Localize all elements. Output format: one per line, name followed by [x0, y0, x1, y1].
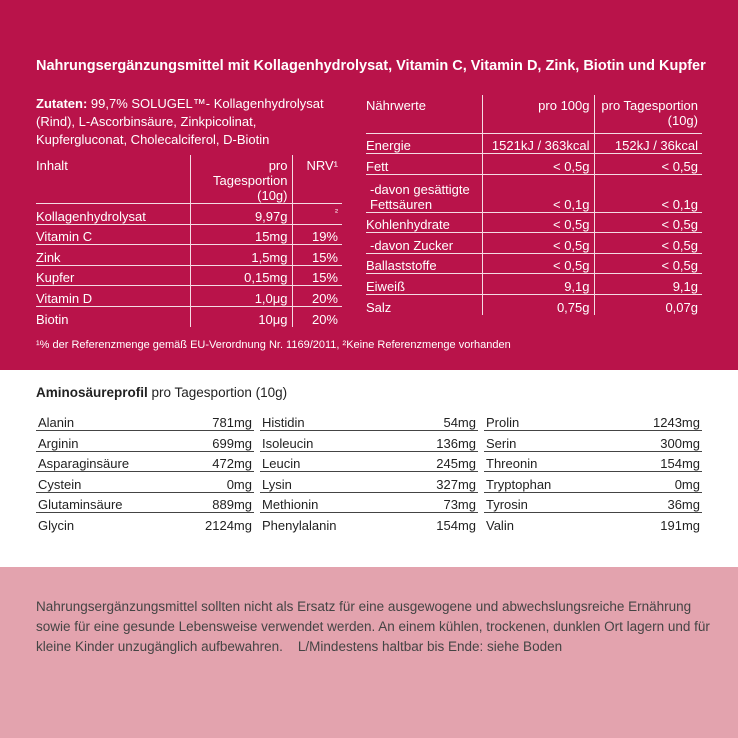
amino-value: 73mg	[400, 492, 478, 513]
table-row	[36, 286, 342, 307]
amino-title-bold: Aminosäureprofil	[36, 385, 148, 400]
table-row	[484, 431, 702, 452]
table-cell: < 0,5g	[594, 154, 702, 175]
table-cell: < 0,5g	[594, 253, 702, 274]
amino-name: Tryptophan	[484, 472, 610, 493]
amino-name: Glutaminsäure	[36, 492, 178, 513]
table-cell: 1,5mg	[190, 245, 292, 266]
table-row	[484, 472, 702, 493]
table-cell: < 0,1g	[482, 174, 594, 212]
table-cell: < 0,5g	[482, 154, 594, 175]
table-row	[260, 472, 478, 493]
table-cell: Kollagenhydrolysat	[36, 204, 190, 225]
ingredients-label: Zutaten:	[36, 96, 88, 111]
table-row	[366, 174, 702, 212]
table-cell: Kupfer	[36, 265, 190, 286]
amino-value: 0mg	[610, 472, 702, 493]
amino-value: 154mg	[436, 518, 476, 533]
table-row	[484, 492, 702, 513]
table-cell: 10μg	[190, 306, 292, 327]
table-row	[366, 212, 702, 233]
table-row	[260, 410, 478, 431]
ingredients-list: 99,7% SOLUGEL™- Kollagenhydrolysat (Rind), L-Ascorbinsäure, Zinkpicolinat, Kupfergluconat, Cholecalciferol, D-Biotin	[36, 96, 324, 147]
table-cell: 9,1g	[482, 274, 594, 295]
table-row	[36, 245, 342, 266]
table-cell: 152kJ / 36kcal	[594, 133, 702, 154]
table-row	[36, 306, 342, 327]
table-cell: -davon Zucker	[366, 233, 482, 254]
amino-column-3	[484, 410, 702, 533]
amino-value: 300mg	[610, 431, 702, 452]
table-cell: ²	[292, 204, 342, 225]
table-cell: 20%	[292, 306, 342, 327]
amino-name: Phenylalanin	[262, 518, 337, 533]
amino-title-rest: pro Tagesportion (10g)	[147, 385, 288, 400]
amino-name: Leucin	[260, 451, 400, 472]
amino-name: Asparaginsäure	[36, 451, 178, 472]
nutrition-header: pro Tagesportion (10g)	[594, 95, 702, 133]
ingredients-text	[36, 95, 336, 149]
table-cell: < 0,5g	[594, 212, 702, 233]
table-row	[484, 451, 702, 472]
amino-value: 136mg	[400, 431, 478, 452]
amino-column-2	[260, 410, 478, 533]
amino-value: 191mg	[660, 518, 700, 533]
amino-value: 1243mg	[610, 410, 702, 431]
contents-header: NRV¹	[292, 155, 342, 204]
table-row	[260, 431, 478, 452]
amino-value: 889mg	[178, 492, 254, 513]
contents-header-row	[36, 155, 342, 204]
amino-name: Methionin	[260, 492, 400, 513]
amino-name: Histidin	[260, 410, 400, 431]
table-row	[366, 233, 702, 254]
table-cell: Energie	[366, 133, 482, 154]
table-cell: 9,97g	[190, 204, 292, 225]
table-row	[36, 410, 254, 431]
contents-header: pro Tagesportion (10g)	[190, 155, 292, 204]
table-cell: 0,07g	[594, 294, 702, 315]
table-row	[36, 431, 254, 452]
table-cell: < 0,1g	[594, 174, 702, 212]
table-row	[366, 253, 702, 274]
nutrition-header: Nährwerte	[366, 95, 482, 133]
amino-name: Tyrosin	[484, 492, 610, 513]
amino-value: 699mg	[178, 431, 254, 452]
table-row	[260, 513, 478, 534]
amino-name: Arginin	[36, 431, 178, 452]
amino-value: 0mg	[178, 472, 254, 493]
table-cell: 1521kJ / 363kcal	[482, 133, 594, 154]
table-row	[260, 451, 478, 472]
table-cell: 15mg	[190, 224, 292, 245]
table-row	[484, 513, 702, 534]
table-row	[36, 513, 254, 534]
table-row	[36, 224, 342, 245]
storage-notice: Nahrungsergänzungsmittel sollten nicht als Ersatz für eine ausgewogene und abwechslungsreiche Ernährung sowie für eine gesunde Lebensweise verwendet werden. An einem kühlen, trockenen, dunklen Ort lagern und für kleine Kinder unzugänglich aufbewahren. L/Mindestens haltbar bis Ende: siehe Boden	[36, 599, 714, 654]
table-cell: Ballaststoffe	[366, 253, 482, 274]
amino-name: Cystein	[36, 472, 178, 493]
amino-name: Serin	[484, 431, 610, 452]
table-cell: Eiweiß	[366, 274, 482, 295]
amino-name: Threonin	[484, 451, 610, 472]
amino-value: 154mg	[610, 451, 702, 472]
amino-value: 36mg	[610, 492, 702, 513]
amino-name: Glycin	[38, 518, 75, 533]
table-cell: Biotin	[36, 311, 69, 327]
table-row	[36, 204, 342, 225]
table-row	[36, 265, 342, 286]
table-cell: 1,0μg	[190, 286, 292, 307]
table-row	[484, 410, 702, 431]
table-cell: 0,75g	[482, 294, 594, 315]
amino-name: Prolin	[484, 410, 610, 431]
table-cell: 15%	[292, 265, 342, 286]
amino-value: 327mg	[400, 472, 478, 493]
amino-value: 472mg	[178, 451, 254, 472]
nutrition-header: pro 100g	[482, 95, 594, 133]
amino-column-1	[36, 410, 254, 533]
table-row	[366, 154, 702, 175]
table-row	[36, 451, 254, 472]
table-cell: Vitamin D	[36, 286, 190, 307]
contents-table	[36, 155, 342, 327]
table-cell: < 0,5g	[482, 233, 594, 254]
table-cell: < 0,5g	[594, 233, 702, 254]
amino-value: 54mg	[400, 410, 478, 431]
reference-footnote: ¹% der Referenzmenge gemäß EU-Verordnung Nr. 1169/2011, ²Keine Referenzmenge vorhanden	[36, 339, 511, 351]
table-cell: 9,1g	[594, 274, 702, 295]
amino-value: 781mg	[178, 410, 254, 431]
table-cell: Salz	[366, 299, 392, 315]
amino-name: Valin	[486, 518, 514, 533]
table-row	[260, 492, 478, 513]
amino-value: 245mg	[400, 451, 478, 472]
table-cell: -davon gesättigte Fettsäuren	[366, 174, 482, 212]
amino-name: Lysin	[260, 472, 400, 493]
amino-name: Isoleucin	[260, 431, 400, 452]
table-cell: 20%	[292, 286, 342, 307]
table-cell: < 0,5g	[482, 212, 594, 233]
table-row	[36, 472, 254, 493]
table-row	[366, 274, 702, 295]
nutrition-header-row	[366, 95, 702, 133]
table-cell: < 0,5g	[482, 253, 594, 274]
table-cell: Zink	[36, 245, 190, 266]
table-row	[36, 492, 254, 513]
table-cell: 19%	[292, 224, 342, 245]
table-row	[366, 294, 702, 315]
amino-title	[36, 385, 287, 400]
nutrition-table	[366, 95, 702, 315]
table-cell: Kohlenhydrate	[366, 212, 482, 233]
table-cell: Vitamin C	[36, 224, 190, 245]
table-row	[366, 133, 702, 154]
product-headline: Nahrungsergänzungsmittel mit Kollagenhydrolysat, Vitamin C, Vitamin D, Zink, Biotin und Kupfer	[36, 58, 706, 74]
contents-header: Inhalt	[36, 155, 190, 204]
table-cell: 0,15mg	[190, 265, 292, 286]
table-cell: 15%	[292, 245, 342, 266]
amino-value: 2124mg	[205, 518, 252, 533]
amino-name: Alanin	[36, 410, 178, 431]
table-cell: Fett	[366, 154, 482, 175]
